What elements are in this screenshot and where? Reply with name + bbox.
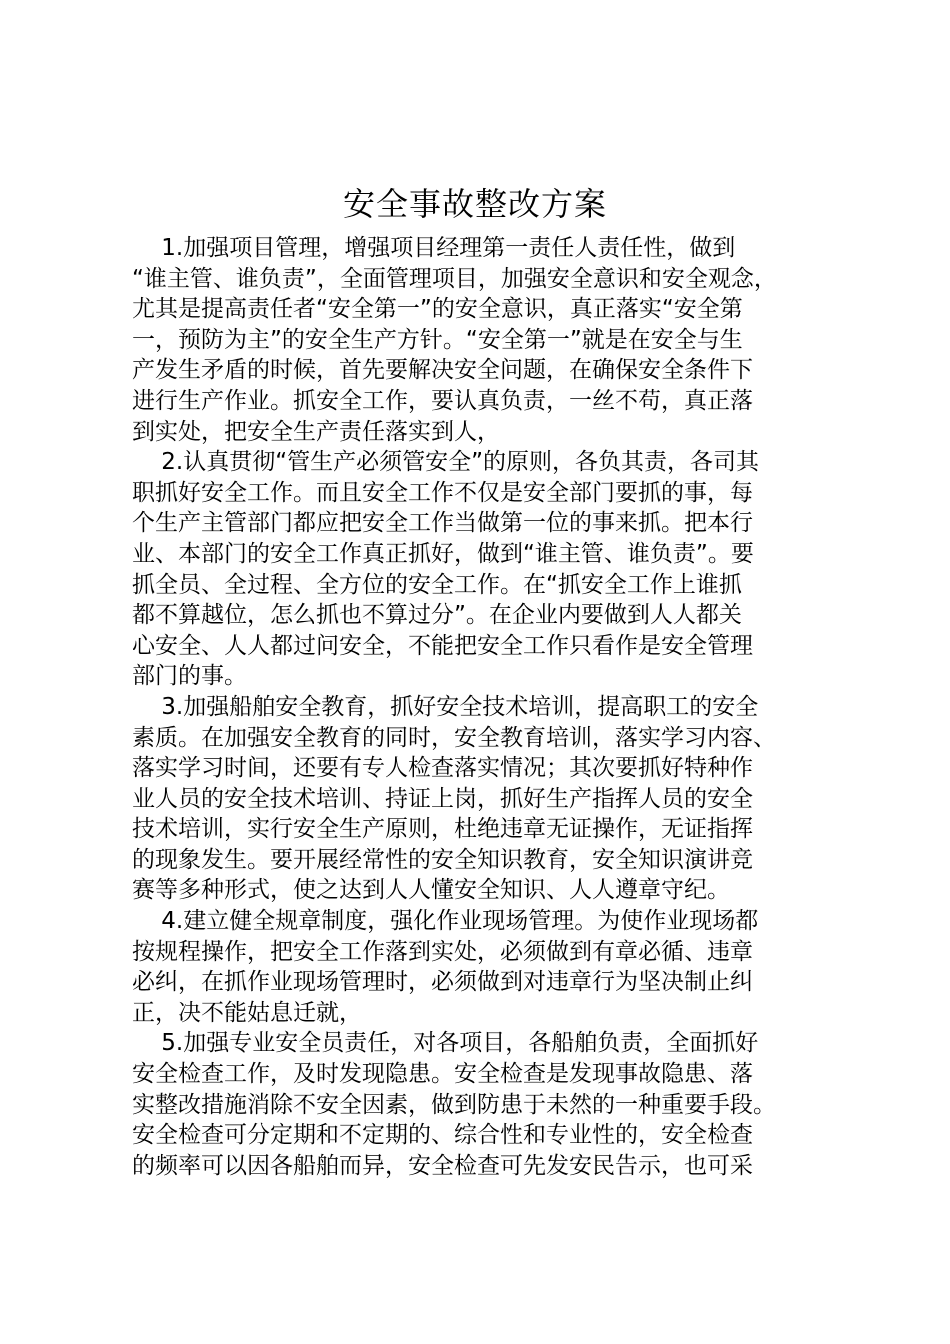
body-text-line: 4.建立健全规章制度，强化作业现场管理。为使作业现场都 (132, 908, 759, 935)
body-text-line: 的现象发生。要开展经常性的安全知识教育，安全知识演讲竞 (132, 846, 753, 873)
body-text-line: 按规程操作，把安全工作落到实处，必须做到有章必循、违章 (132, 938, 753, 965)
body-text-line: 安全检查可分定期和不定期的、综合性和专业性的，安全检查 (132, 1122, 753, 1149)
body-text-line: 抓全员、全过程、全方位的安全工作。在“抓安全工作上谁抓 (132, 571, 742, 598)
body-text-line: 2.认真贯彻“管生产必须管安全”的原则，各负其责，各司其 (132, 449, 760, 476)
body-text-line: 技术培训，实行安全生产原则，杜绝违章无证操作，无证指挥 (132, 816, 753, 843)
body-text-line: 正，决不能姑息迁就， (132, 999, 362, 1026)
body-text-line: 素质。在加强安全教育的同时，安全教育培训，落实学习内容、 (132, 724, 776, 751)
body-text-line: 尤其是提高责任者“安全第一”的安全意识，真正落实“安全第 (132, 296, 743, 323)
document-body (132, 233, 852, 1181)
body-text-line: 一，预防为主”的安全生产方针。“安全第一”就是在安全与生 (132, 326, 743, 353)
body-text-line: 产发生矛盾的时候，首先要解决安全问题，在确保安全条件下 (132, 357, 753, 384)
body-text-line: 到实处，把安全生产责任落实到人， (132, 418, 500, 445)
body-text-line: 职抓好安全工作。而且安全工作不仅是安全部门要抓的事，每 (132, 479, 753, 506)
body-text-line: 落实学习时间，还要有专人检查落实情况；其次要抓好特种作 (132, 755, 753, 782)
body-text-line: 部门的事。 (132, 663, 247, 690)
body-text-line: 个生产主管部门都应把安全工作当做第一位的事来抓。把本行 (132, 510, 753, 537)
body-text-line: 业人员的安全技术培训、持证上岗，抓好生产指挥人员的安全 (132, 785, 753, 812)
body-text-line: 心安全、人人都过问安全，不能把安全工作只看作是安全管理 (132, 632, 753, 659)
body-text-line: 安全检查工作，及时发现隐患。安全检查是发现事故隐患、落 (132, 1061, 753, 1088)
body-text-line: 5.加强专业安全员责任，对各项目，各船舶负责，全面抓好 (132, 1030, 759, 1057)
body-text-line: 进行生产作业。抓安全工作，要认真负责，一丝不苟，真正落 (132, 387, 753, 414)
body-text-line: 业、本部门的安全工作真正抓好，做到“谁主管、谁负责”。要 (132, 540, 754, 567)
body-text-line: 都不算越位，怎么抓也不算过分”。在企业内要做到人人都关 (132, 602, 742, 629)
body-text-line: 实整改措施消除不安全因素，做到防患于未然的一种重要手段。 (132, 1091, 776, 1118)
body-text-line: 3.加强船舶安全教育，抓好安全技术培训，提高职工的安全 (132, 693, 759, 720)
body-text-line: 1.加强项目管理，增强项目经理第一责任人责任性，做到 (132, 235, 736, 261)
document-title: 安全事故整改方案 (342, 185, 607, 223)
body-text-line: 的频率可以因各船舶而异，安全检查可先发安民告示，也可采 (132, 1152, 753, 1179)
body-text-line: 必纠，在抓作业现场管理时，必须做到对违章行为坚决制止纠 (132, 969, 753, 996)
body-text-line: “谁主管、谁负责”，全面管理项目，加强安全意识和安全观念， (132, 265, 777, 292)
body-text-line: 赛等多种形式，使之达到人人懂安全知识、人人遵章守纪。 (132, 877, 730, 904)
